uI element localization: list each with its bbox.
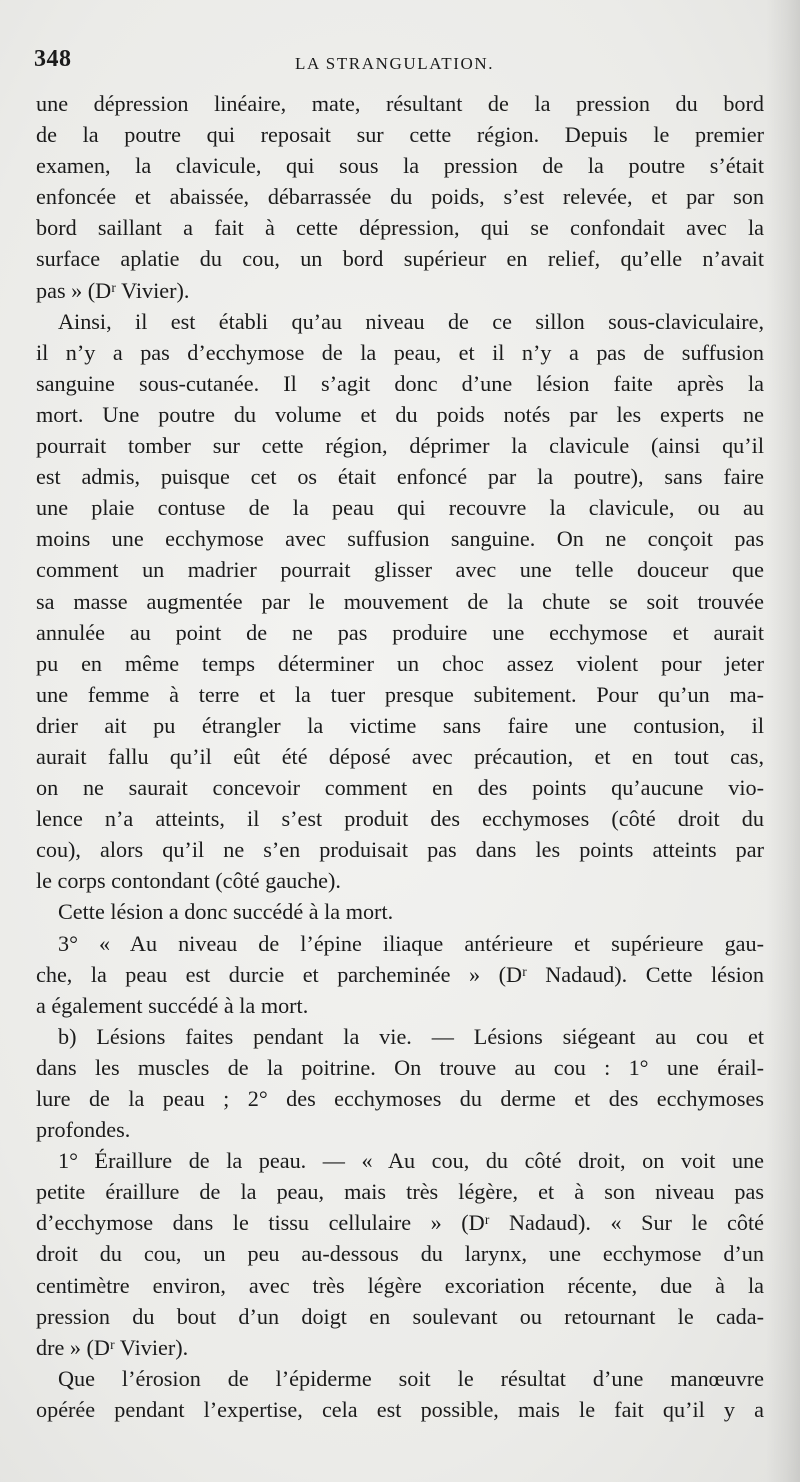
text-line: moins une ecchymose avec suffusion sanguine. On ne conçoit pas: [36, 526, 764, 552]
text-line: annulée au point de ne pas produire une ecchymose et aurait: [36, 619, 764, 645]
text-line: profondes.: [36, 1117, 131, 1143]
text-line: b) Lésions faites pendant la vie. — Lésions siégeant au cou et: [58, 1023, 764, 1049]
text-line: a également succédé à la mort.: [36, 992, 309, 1018]
text-line: on ne saurait concevoir comment en des points qu’aucune vio-: [36, 775, 764, 801]
page-edge-shadow: [766, 0, 800, 1482]
text-line: pourrait tomber sur cette région, déprimer la clavicule (ainsi qu’il: [36, 433, 764, 459]
text-line: droit du cou, un peu au-dessous du larynx, une ecchymose d’un: [36, 1241, 764, 1267]
text-line: pression du bout d’un doigt en soulevant ou retournant le cada-: [36, 1303, 764, 1329]
text-line: centimètre environ, avec très légère excoriation récente, due à la: [36, 1272, 764, 1298]
text-line: dans les muscles de la poitrine. On trouve au cou : 1° une érail-: [36, 1054, 764, 1080]
text-line: che, la peau est durcie et parcheminée » (Dʳ Nadaud). Cette lésion: [36, 961, 764, 987]
text-line: petite éraillure de la peau, mais très légère, et à son niveau pas: [36, 1179, 764, 1205]
text-line: Que l’érosion de l’épiderme soit le résultat d’une manœuvre: [58, 1365, 764, 1391]
text-line: sanguine sous-cutanée. Il s’agit donc d’une lésion faite après la: [36, 370, 764, 396]
text-line: lence n’a atteints, il s’est produit des ecchymoses (côté droit du: [36, 806, 764, 832]
text-line: pas » (Dʳ Vivier).: [36, 277, 190, 303]
text-line: de la poutre qui reposait sur cette région. Depuis le premier: [36, 122, 764, 148]
page-number: 348: [34, 46, 72, 72]
page-header: [34, 44, 766, 74]
text-line: pu en même temps déterminer un choc assez violent pour jeter: [36, 650, 764, 676]
text-line: mort. Une poutre du volume et du poids notés par les experts ne: [36, 401, 764, 427]
text-line: opérée pendant l’expertise, cela est possible, mais le fait qu’il y a: [36, 1396, 764, 1422]
text-line: surface aplatie du cou, un bord supérieur en relief, qu’elle n’avait: [36, 246, 764, 272]
text-line: est admis, puisque cet os était enfoncé par la poutre), sans faire: [36, 464, 764, 490]
text-line: une femme à terre et la tuer presque subitement. Pour qu’un ma-: [36, 681, 764, 707]
text-line: bord saillant a fait à cette dépression, qui se confondait avec la: [36, 215, 764, 241]
body-text: [36, 88, 764, 1425]
text-line: une plaie contuse de la peau qui recouvre la clavicule, ou au: [36, 495, 764, 521]
running-title: LA STRANGULATION.: [295, 54, 495, 73]
text-line: enfoncée et abaissée, débarrassée du poids, s’est relevée, et par son: [36, 184, 764, 210]
text-line: d’ecchymose dans le tissu cellulaire » (Dʳ Nadaud). « Sur le côté: [36, 1210, 764, 1236]
text-line: Cette lésion a donc succédé à la mort.: [58, 899, 394, 925]
text-line: cou), alors qu’il ne s’en produisait pas dans les points atteints par: [36, 837, 764, 863]
text-line: 1° Éraillure de la peau. — « Au cou, du côté droit, on voit une: [58, 1148, 764, 1174]
text-line: examen, la clavicule, qui sous la pression de la poutre s’était: [36, 153, 764, 179]
text-line: une dépression linéaire, mate, résultant de la pression du bord: [36, 91, 764, 116]
text-line: dre » (Dʳ Vivier).: [36, 1334, 189, 1360]
text-line: drier ait pu étrangler la victime sans faire une contusion, il: [36, 712, 764, 738]
text-line: comment un madrier pourrait glisser avec une telle douceur que: [36, 557, 764, 583]
text-line: le corps contondant (côté gauche).: [36, 868, 341, 894]
text-line: 3° « Au niveau de l’épine iliaque antérieure et supérieure gau-: [58, 930, 764, 956]
text-line: lure de la peau ; 2° des ecchymoses du derme et des ecchymoses: [36, 1086, 764, 1111]
text-line: aurait fallu qu’il eût été déposé avec précaution, et en tout cas,: [36, 743, 764, 769]
text-line: il n’y a pas d’ecchymose de la peau, et il n’y a pas de suffusion: [36, 339, 764, 365]
text-line: Ainsi, il est établi qu’au niveau de ce sillon sous-claviculaire,: [58, 308, 764, 334]
text-line: sa masse augmentée par le mouvement de la chute se soit trouvée: [36, 588, 764, 614]
